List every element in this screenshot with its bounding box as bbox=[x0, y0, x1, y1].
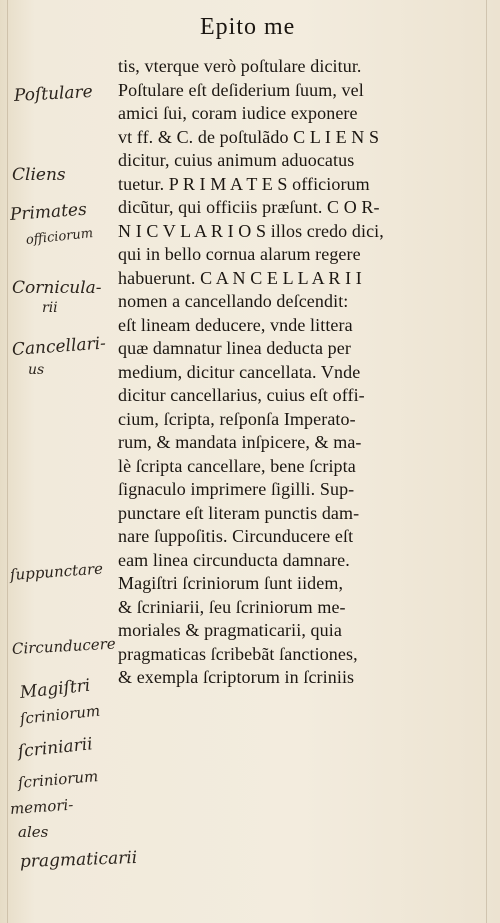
text-line: & exempla ſcriptorum in ſcriniis bbox=[118, 667, 355, 687]
handwritten-margin-notes bbox=[0, 0, 138, 923]
text-line: dicitur, cuius animum aduocatus bbox=[118, 150, 355, 170]
text-line: lè ſcripta cancellare, bene ſcripta bbox=[118, 455, 356, 476]
text-line: medium, dicitur cancellata. Vnde bbox=[118, 361, 361, 382]
text-line: N I C V L A R I O S illos credo dici, bbox=[118, 220, 384, 241]
margin-note: Magiſtri bbox=[18, 675, 92, 703]
text-line: dicũtur, qui officiis præſunt. C O R- bbox=[118, 197, 380, 217]
margin-note: rii bbox=[42, 300, 58, 316]
margin-note: Cancellari- bbox=[11, 333, 107, 360]
body-text bbox=[118, 55, 480, 690]
text-line: punctare eſt literam punctis dam- bbox=[118, 502, 360, 523]
running-header: Epito me bbox=[200, 14, 296, 40]
text-line: cium, ſcripta, reſponſa Imperato- bbox=[118, 408, 356, 429]
text-line: qui in bello cornua alarum regere bbox=[118, 244, 361, 264]
text-line: nomen a cancellando deſcendit: bbox=[118, 291, 349, 311]
text-line: rum, & mandata inſpicere, & ma- bbox=[118, 432, 362, 452]
text-line: habuerunt. C A N C E L L A R I I bbox=[118, 267, 362, 288]
text-line: Poſtulare eſt deſiderium ſuum, vel bbox=[118, 79, 364, 100]
text-line: eſt lineam deducere, vnde littera bbox=[118, 314, 353, 335]
margin-note: ſcriniarii bbox=[16, 734, 94, 762]
text-line: tis, vterque verò poſtulare dicitur. bbox=[118, 56, 362, 76]
margin-note: ſuppunctare bbox=[9, 559, 104, 584]
margin-note: Poſtulare bbox=[13, 81, 94, 106]
margin-note: us bbox=[28, 362, 45, 378]
margin-note: memori- bbox=[9, 795, 74, 818]
margin-note: ales bbox=[18, 823, 49, 841]
margin-note: Cornicula- bbox=[12, 278, 102, 298]
text-line: amici ſui, coram iudice exponere bbox=[118, 103, 358, 123]
text-line: quæ damnatur linea deducta per bbox=[118, 338, 351, 358]
margin-note: officiorum bbox=[25, 225, 94, 248]
text-line: eam linea circunducta damnare. bbox=[118, 549, 350, 570]
text-line: nare ſuppoſitis. Circunducere eſt bbox=[118, 526, 354, 546]
margin-note: Circunducere bbox=[11, 634, 117, 658]
margin-note: ſcriniorum bbox=[17, 767, 99, 792]
margin-note: Primates bbox=[9, 199, 88, 225]
text-line: Magiſtri ſcriniorum ſunt iidem, bbox=[118, 573, 344, 593]
text-line: vt ff. & C. de poſtulãdo C L I E N S bbox=[118, 126, 380, 147]
text-line: ſignaculo imprimere ſigilli. Sup- bbox=[118, 479, 355, 499]
text-line: dicitur cancellarius, cuius eſt offi- bbox=[118, 385, 365, 405]
text-line: moriales & pragmaticarii, quia bbox=[118, 620, 342, 640]
margin-note: pragmaticarii bbox=[19, 847, 138, 872]
margin-note: ſcriniorum bbox=[19, 701, 101, 728]
right-page-rule bbox=[486, 0, 487, 923]
text-line: pragmaticas ſcribebãt ſanctiones, bbox=[118, 643, 358, 664]
margin-note: Cliens bbox=[12, 165, 66, 185]
text-line: tuetur. P R I M A T E S officiorum bbox=[118, 173, 370, 194]
text-line: & ſcriniarii, ſeu ſcriniorum me- bbox=[118, 596, 346, 617]
